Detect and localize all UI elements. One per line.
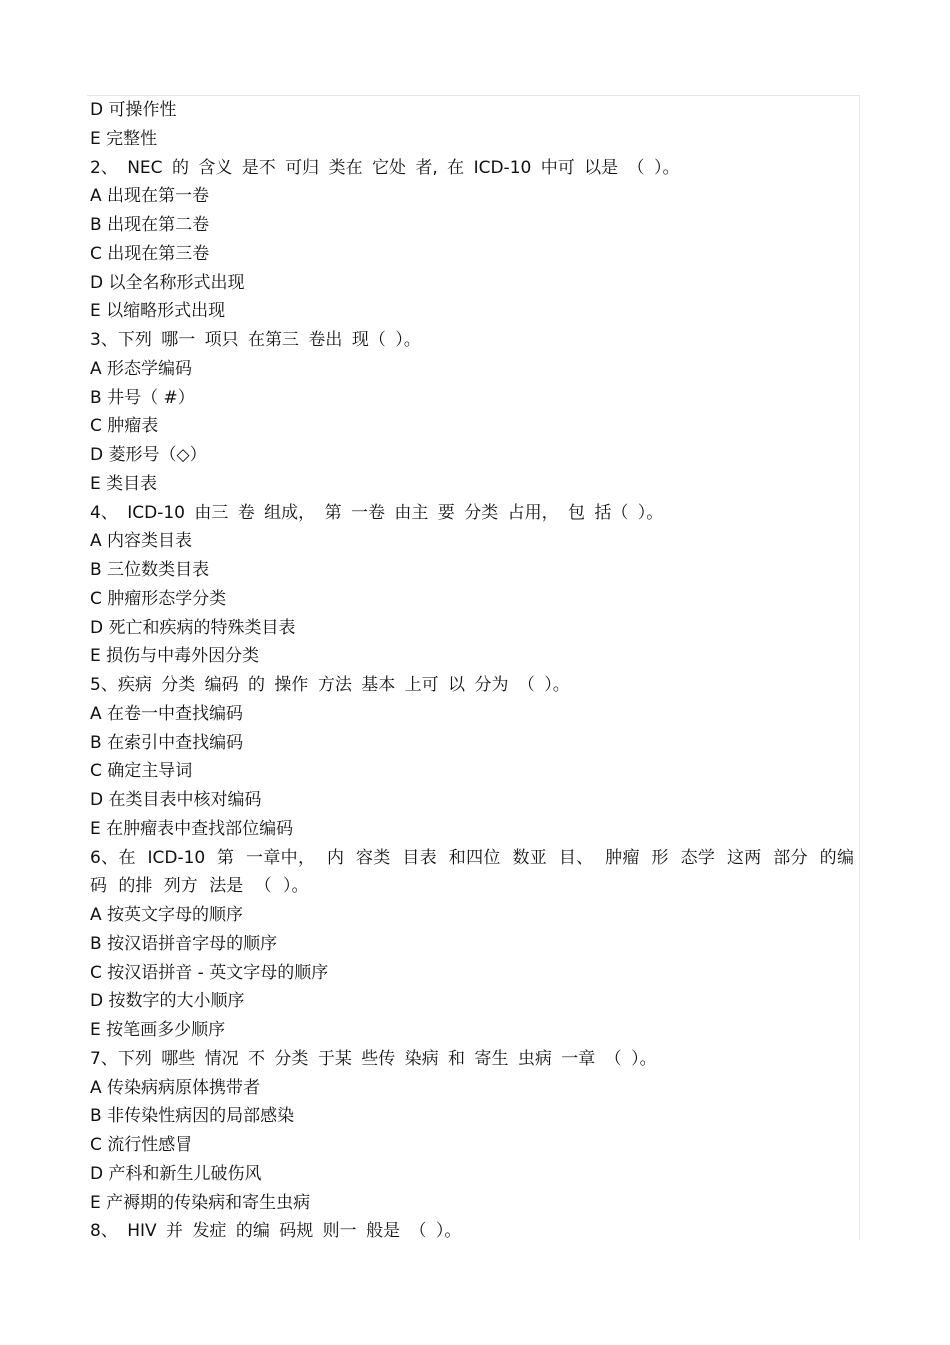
option-line: B 三位数类目表: [90, 560, 210, 580]
option-line: D 在类目表中核对编码: [90, 790, 262, 810]
document-body: [90, 96, 854, 1246]
question-line: 5、疾病 分类 编码 的 操作 方法 基本 上可 以 分为 （ ）。: [90, 675, 570, 695]
option-line: D 按数字的大小顺序: [90, 991, 245, 1012]
option-line: E 以缩略形式出现: [90, 301, 226, 322]
option-line: A 内容类目表: [90, 531, 193, 552]
option-line: E 类目表: [90, 473, 158, 494]
option-line: A 出现在第一卷: [90, 186, 210, 207]
question-line: 3、下列 哪一 项只 在第三 卷出 现（ ）。: [90, 330, 421, 350]
question-line: 8、 HIV 并 发症 的编 码规 则一 般是 （ ）。: [90, 1221, 462, 1242]
option-line: C 确定主导词: [90, 761, 193, 782]
option-line: C 肿瘤形态学分类: [90, 588, 227, 609]
option-line: E 损伤与中毒外因分类: [90, 646, 260, 667]
option-line: C 流行性感冒: [90, 1135, 193, 1155]
option-line: C 肿瘤表: [90, 416, 159, 437]
option-line: C 按汉语拼音 - 英文字母的顺序: [90, 962, 329, 983]
option-line: E 按笔画多少顺序: [90, 1020, 226, 1040]
option-line: D 可操作性: [90, 100, 177, 120]
option-line: E 产褥期的传染病和寄生虫病: [90, 1192, 311, 1213]
option-line: E 完整性: [90, 128, 158, 149]
question-line: 7、下列 哪些 情况 不 分类 于某 些传 染病 和 寄生 虫病 一章 （ ）。: [90, 1048, 657, 1069]
option-line: D 死亡和疾病的特殊类目表: [90, 617, 296, 638]
option-line: B 在索引中查找编码: [90, 732, 244, 753]
option-line: D 菱形号（◇）: [90, 445, 207, 465]
option-line: C 出现在第三卷: [90, 243, 210, 264]
option-line: B 出现在第二卷: [90, 215, 210, 235]
question-line: 2、 NEC 的 含义 是不 可归 类在 它处 者, 在 ICD-10 中可 以是 （ ）。: [90, 157, 680, 178]
option-line: E 在肿瘤表中查找部位编码: [90, 818, 294, 839]
option-line: D 以全名称形式出现: [90, 272, 245, 293]
option-line: A 在卷一中查找编码: [90, 703, 244, 724]
option-line: D 产科和新生儿破伤风: [90, 1163, 262, 1184]
option-line: B 非传染性病因的局部感染: [90, 1106, 295, 1127]
question-line: 6、在 ICD-10 第 一章中， 内 容类 目表 和四位 数亚 目、 肿瘤 形 态学 这两 部分 的编 码 的排 列方 法是 （ ）。: [90, 847, 854, 897]
question-line: 4、 ICD-10 由三 卷 组成， 第 一卷 由主 要 分类 占用， 包 括（ ）。: [90, 502, 664, 523]
option-line: A 传染病病原体携带者: [90, 1077, 261, 1098]
option-line: B 井号（ #）: [90, 387, 195, 408]
option-line: A 按英文字母的顺序: [90, 905, 244, 925]
option-line: B 按汉语拼音字母的顺序: [90, 933, 278, 954]
option-line: A 形态学编码: [90, 358, 193, 379]
